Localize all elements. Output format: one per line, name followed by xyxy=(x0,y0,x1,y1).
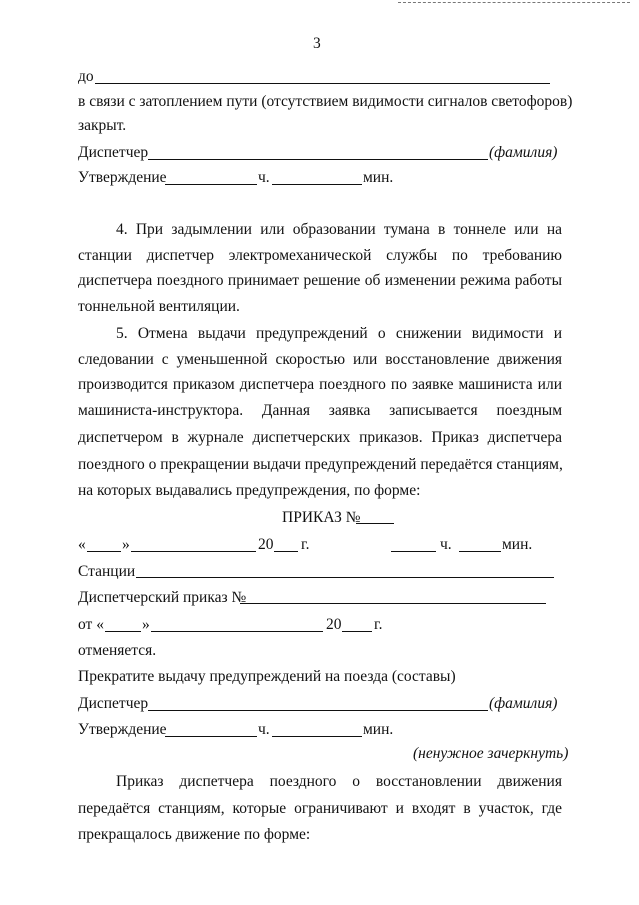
to-label: до xyxy=(78,68,94,85)
from-month-blank xyxy=(151,631,323,632)
final-para-line2: передаётся станциям, которые ограничивают и входят в участок, где xyxy=(78,800,562,817)
form-confirm-hours-blank xyxy=(165,736,257,737)
year-suffix: г. xyxy=(301,536,310,553)
para5-line6: поездного о прекращении выдачи предупреждений передаётся станциям, xyxy=(78,456,563,473)
quote-open: « xyxy=(78,536,86,553)
stations-label: Станции xyxy=(78,563,136,580)
para4-line4: тоннельной вентиляции. xyxy=(78,298,240,315)
dispatcher-label: Диспетчер xyxy=(78,144,149,161)
para4-line3: диспетчера поездного принимает решение об изменении режима работы xyxy=(78,272,562,289)
from-year-prefix: 20 xyxy=(326,616,342,633)
form-dispatcher-label: Диспетчер xyxy=(78,695,149,712)
stop-warnings-text: Прекратите выдачу предупреждений на поезда (составы) xyxy=(78,668,456,685)
dispatcher-blank xyxy=(148,159,488,160)
form-minutes-blank xyxy=(459,551,501,552)
order-ref-label: Диспетчерский приказ № xyxy=(78,589,247,606)
strike-out-note: (ненужное зачеркнуть) xyxy=(413,745,569,762)
from-year-blank xyxy=(342,631,372,632)
order-ref-blank xyxy=(240,603,546,604)
from-day-blank xyxy=(105,631,141,632)
surname-hint: (фамилия) xyxy=(489,144,558,161)
para5-line1: 5. Отмена выдачи предупреждений о снижении видимости и xyxy=(116,325,562,342)
para5-line5: диспетчером в журнале диспетчерских приказов. Приказ диспетчера xyxy=(78,429,562,446)
para5-line4: машиниста-инструктора. Данная заявка записывается поездным xyxy=(78,402,562,419)
blank-line-to xyxy=(95,83,550,84)
form-confirm-minutes-blank xyxy=(272,736,362,737)
form-dispatcher-blank xyxy=(148,710,488,711)
scan-edge-line xyxy=(398,2,630,3)
year-prefix: 20 xyxy=(258,536,274,553)
form-minutes-unit: мин. xyxy=(502,536,533,553)
para4-line1: 4. При задымлении или образовании тумана в тоннеле или на xyxy=(116,221,562,238)
order-number-blank xyxy=(356,523,394,524)
para4-line2: станции диспетчер электромеханической службы по требованию xyxy=(78,247,562,264)
hours-blank xyxy=(165,184,257,185)
month-blank xyxy=(131,551,256,552)
quote-close: » xyxy=(122,536,130,553)
flood-reason-text: в связи с затоплением пути (отсутствием видимости сигналов светофоров) xyxy=(78,93,573,110)
closed-text: закрыт. xyxy=(78,117,127,134)
page-number: 3 xyxy=(313,35,321,52)
day-blank xyxy=(87,551,121,552)
form-hours-blank xyxy=(391,551,436,552)
final-para-line3: прекращалось движение по форме: xyxy=(78,826,311,843)
hours-unit: ч. xyxy=(258,169,270,186)
final-para-line1: Приказ диспетчера поездного о восстановлении движения xyxy=(116,773,562,790)
minutes-blank xyxy=(272,184,362,185)
order-title: ПРИКАЗ № xyxy=(282,509,361,526)
from-date-label: от « xyxy=(78,616,104,633)
year-blank xyxy=(274,551,298,552)
form-hours-unit: ч. xyxy=(440,536,452,553)
form-confirm-minutes-unit: мин. xyxy=(363,721,394,738)
stations-blank xyxy=(136,577,554,578)
form-confirm-hours-unit: ч. xyxy=(258,721,270,738)
para5-line2: следовании с уменьшенной скоростью или восстановление движения xyxy=(78,351,562,368)
confirmation-label: Утверждение xyxy=(78,169,167,186)
from-year-suffix: г. xyxy=(374,616,383,633)
form-surname-hint: (фамилия) xyxy=(489,695,558,712)
cancelled-text: отменяется. xyxy=(78,642,157,659)
para5-line7: на которых выдавались предупреждения, по форме: xyxy=(78,482,421,499)
from-quote-close: » xyxy=(142,616,150,633)
para5-line3: производится приказом диспетчера поездного по заявке машиниста или xyxy=(78,376,562,393)
minutes-unit: мин. xyxy=(363,169,394,186)
form-confirmation-label: Утверждение xyxy=(78,721,167,738)
